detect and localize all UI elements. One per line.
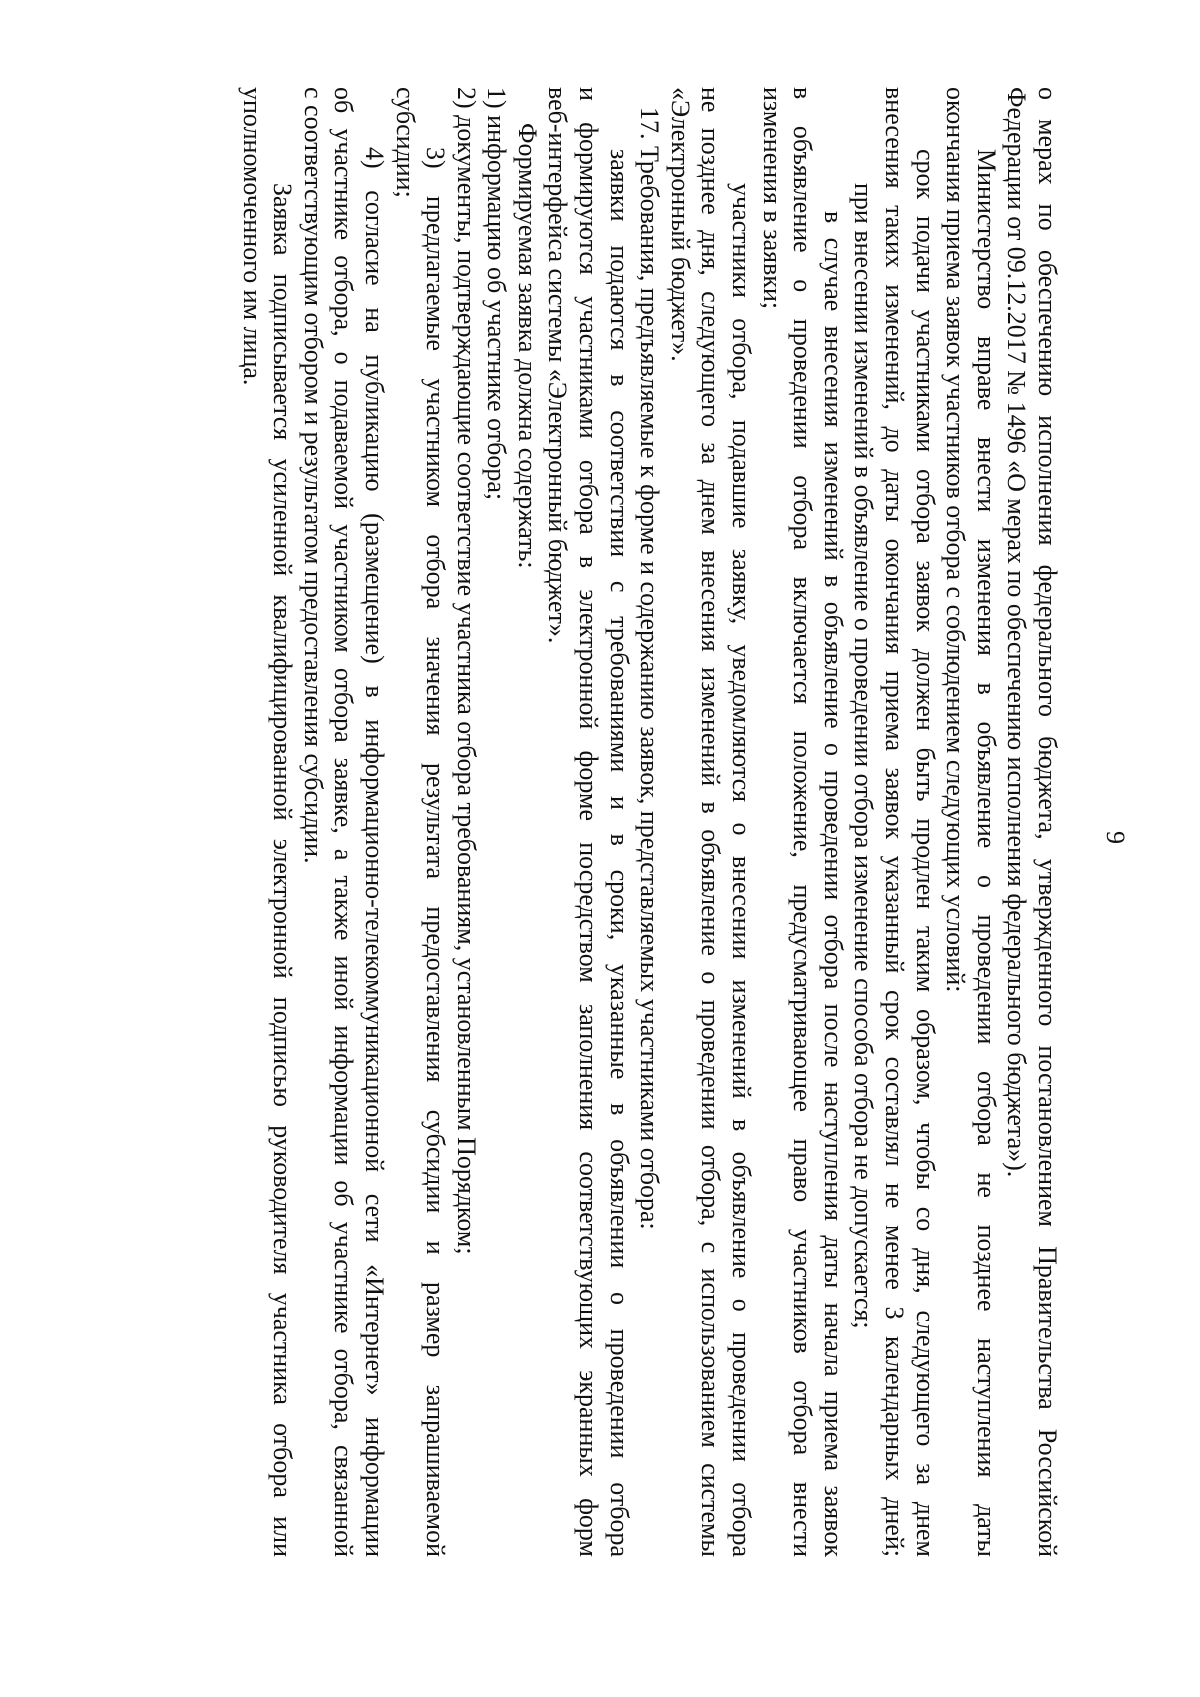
text-line: с соответствующим отбором и результатом предоставления субсидии. [298,87,328,864]
page-number: 9 [1101,831,1130,844]
text-line: и формируются участниками отбора в электронной форме посредством заполнения соответствующих экранных форм [574,87,604,1557]
text-line: Заявка подписывается усиленной квалифицированной электронной подписью руководителя участника отбора или [268,183,298,1557]
text-line: субсидии; [390,87,420,198]
text-line: 17. Требования, предъявляемые к форме и содержанию заявок, представляемых участниками отбора: [635,107,665,1230]
text-line: при внесении изменений в объявление о проведении отбора изменение способа отбора не допускается; [849,183,879,1329]
text-line: уполномоченного им лица. [237,87,267,386]
text-line: Министерство вправе внести изменения в объявление о проведении отбора не позднее наступления даты [971,149,1001,1557]
text-line: внесения таких изменений, до даты окончания приема заявок указанный срок составлял не менее 3 календарных дней; [880,87,910,1557]
text-line: о мерах по обеспечению исполнения федерального бюджета, утвержденного постановлением Правительства Российской [1033,87,1062,1557]
text-line: участники отбора, подавшие заявку, уведомляются о внесении изменений в объявление о проведении отбора [727,183,757,1557]
text-line: окончания приема заявок участников отбора с соблюдением следующих условий: [941,87,971,993]
text-line: не позднее дня, следующего за днем внесения изменений в объявление о проведении отбора, с использованием системы [696,87,726,1557]
text-line: «Электронный бюджет». [665,87,695,362]
text-line: Федерации от 09.12.2017 № 1496 «О мерах по обеспечению исполнения федерального бюджета»). [1002,87,1032,1178]
text-line: об участнике отбора, о подаваемой участником отбора заявке, а также иной информации об участнике отбора, связанной [329,87,359,1557]
text-line: 4) согласие на публикацию (размещение) в информационно-телекоммуникационной сети «Интернет» информации [359,147,389,1557]
text-line: 2) документы, подтверждающие соответствие участника отбора требованиям, установленным Порядком; [451,87,481,1255]
text-line: 1) информацию об участнике отбора; [482,87,512,501]
text-line: в случае внесения изменений в объявление о проведении отбора после наступления даты начала приема заявок [818,211,848,1557]
body-text [236,87,1062,1557]
text-line: 3) предлагаемые участником отбора значения результата предоставления субсидии и размер запрашиваемой [421,147,451,1557]
text-line: заявки подаются в соответствии с требованиями и в сроки, указанные в объявлении о проведении отбора [604,149,634,1557]
text-line: Формируемая заявка должна содержать: [512,123,542,569]
text-line: веб-интерфейса системы «Электронный бюджет». [543,87,573,644]
text-line: изменения в заявки; [757,87,787,310]
text-line: срок подачи участниками отбора заявок должен быть продлен таким образом, чтобы со дня, следующего за днем [910,149,940,1557]
rotated-page-content [70,35,1130,1640]
text-line: в объявление о проведении отбора включается положение, предусматривающее право участников отбора внести [788,87,818,1557]
